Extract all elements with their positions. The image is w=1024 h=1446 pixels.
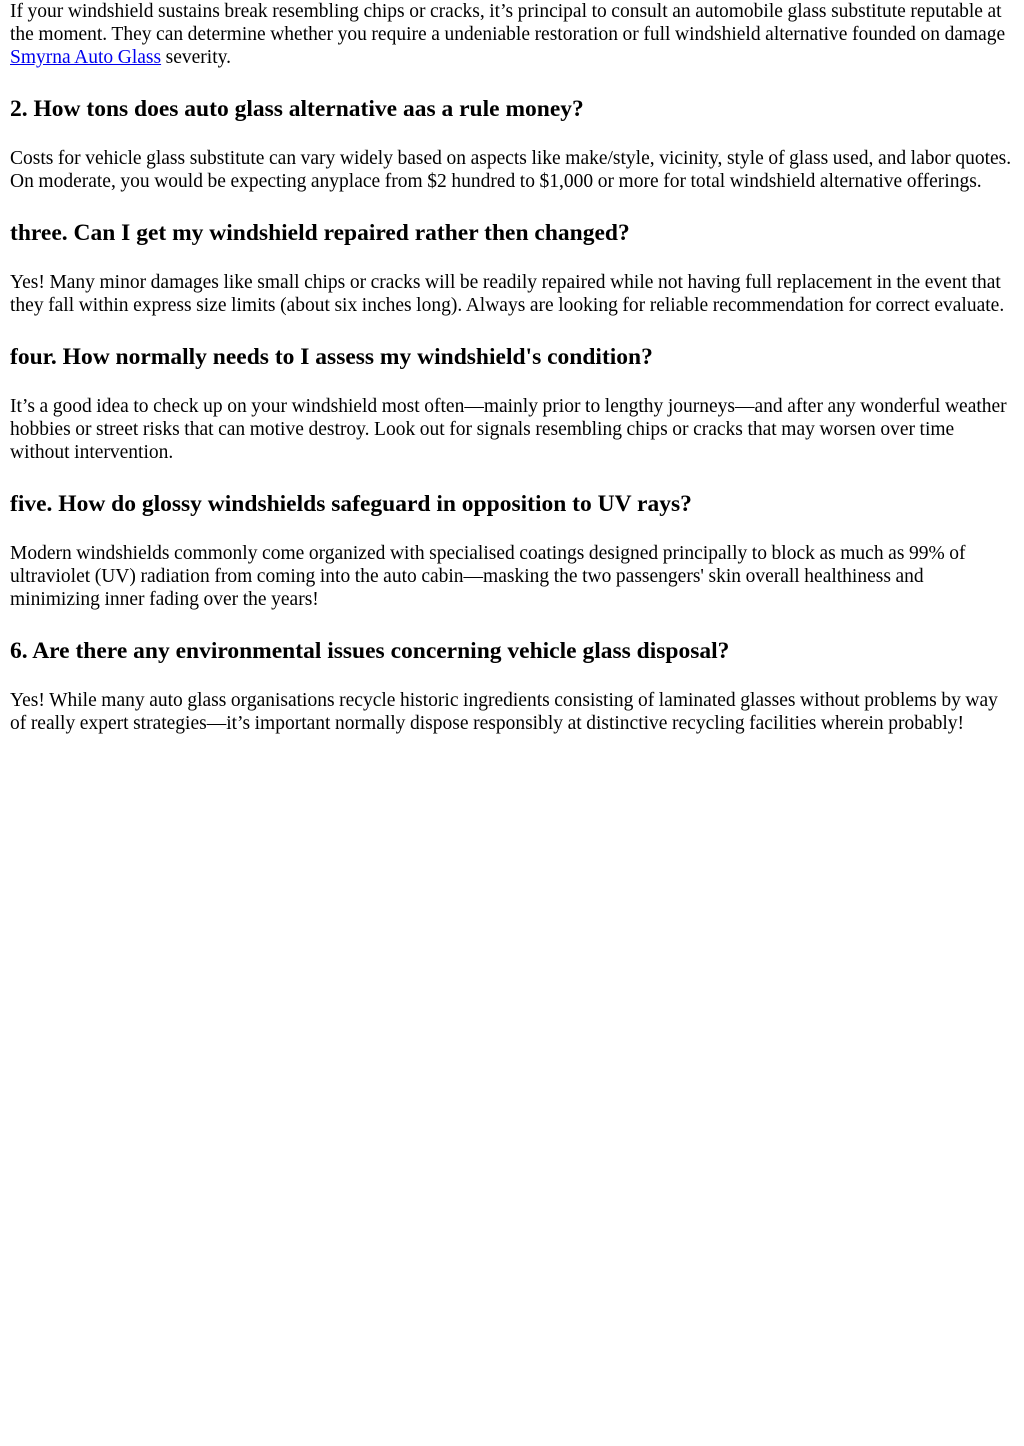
intro-paragraph	[10, 0, 1014, 69]
faq-answer-6: Yes! While many auto glass organisations recycle historic ingredients consisting of laminated glasses without problems by way of really expert strategies—it’s important normally dispose responsibly at distinctive recycling facilities wherein probably!	[10, 690, 998, 734]
intro-text-before-link: If your windshield sustains break resembling chips or cracks, it’s principal to consult an automobile glass substitute reputable at the moment. They can determine whether you require a undeniable restoration or full windshield alternative founded on damage	[10, 1, 1006, 45]
faq-heading-6: 6. Are there any environmental issues concerning vehicle glass disposal?	[10, 638, 730, 664]
smyrna-auto-glass-link[interactable]: Smyrna Auto Glass	[10, 47, 162, 68]
intro-text-after-link: severity.	[161, 47, 231, 68]
faq-answer-5: Modern windshields commonly come organized with specialised coatings designed principally to block as much as 99% of ultraviolet (UV) radiation from coming into the auto cabin—masking the two passengers' skin overall healthiness and minimizing inner fading over the years!	[10, 543, 966, 610]
faq-heading-5: five. How do glossy windshields safeguard in opposition to UV rays?	[10, 491, 692, 517]
faq-heading-4: four. How normally needs to I assess my windshield's condition?	[10, 344, 653, 370]
faq-answer-3: Yes! Many minor damages like small chips or cracks will be readily repaired while not having full replacement in the event that they fall within express size limits (about six inches long). Always are looking for reliable recommendation for correct evaluate.	[10, 272, 1005, 316]
faq-heading-3: three. Can I get my windshield repaired rather then changed?	[10, 220, 630, 246]
faq-heading-2: 2. How tons does auto glass alternative aas a rule money?	[10, 96, 584, 122]
faq-answer-4: It’s a good idea to check up on your windshield most often—mainly prior to lengthy journeys—and after any wonderful weather hobbies or street risks that can motive destroy. Look out for signals resembling chips or cracks that may worsen over time without intervention.	[10, 396, 1007, 463]
faq-answer-2: Costs for vehicle glass substitute can vary widely based on aspects like make/style, vicinity, style of glass used, and labor quotes. On moderate, you would be expecting anyplace from $2 hundred to $1,000 or more for total windshield alternative offerings.	[10, 148, 1012, 192]
